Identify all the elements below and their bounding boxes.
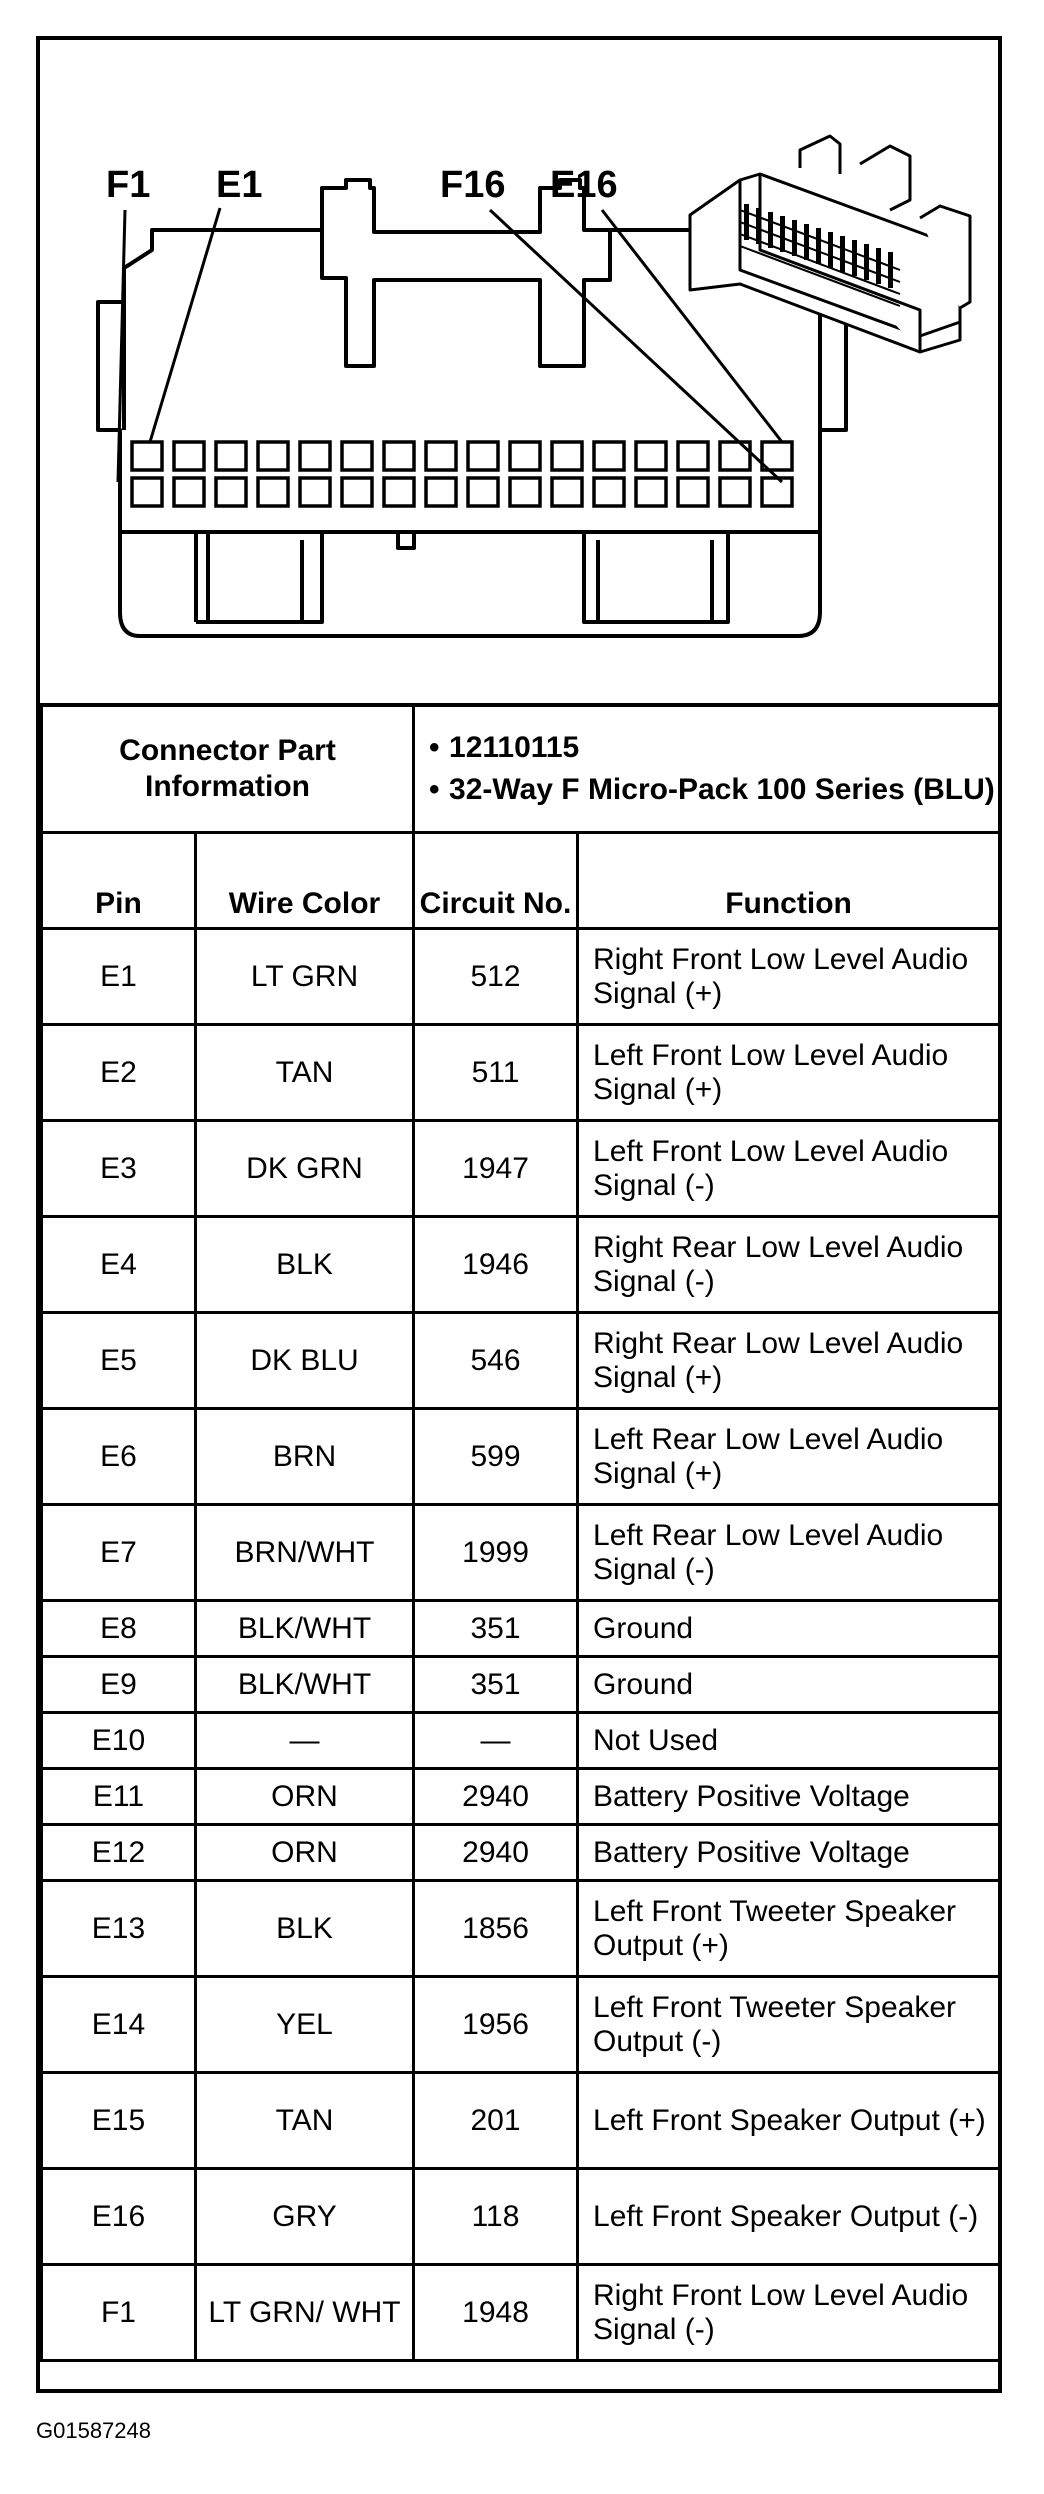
table-row	[42, 1601, 1000, 1657]
connector-part-number: • 12110115	[429, 730, 998, 765]
table-row	[42, 1713, 1000, 1769]
function-cell: Right Front Low Level Audio Signal (+)	[578, 929, 1000, 1025]
bottom-key-left	[196, 532, 322, 622]
pin-cell: F1	[42, 2265, 196, 2361]
pin-cell: E14	[42, 1977, 196, 2073]
leader-e1	[150, 208, 220, 442]
pin-cell: E7	[42, 1505, 196, 1601]
function-cell: Left Front Tweeter Speaker Output (-)	[578, 1977, 1000, 2073]
table-row	[42, 1217, 1000, 1313]
circuit-cell: 1947	[414, 1121, 578, 1217]
function-cell: Left Rear Low Level Audio Signal (-)	[578, 1505, 1000, 1601]
pin-cell: E10	[42, 1713, 196, 1769]
table-row	[42, 929, 1000, 1025]
pin-cell: E12	[42, 1825, 196, 1881]
pin-cell: E15	[42, 2073, 196, 2169]
circuit-cell: 511	[414, 1025, 578, 1121]
circuit-cell: —	[414, 1713, 578, 1769]
function-cell: Left Front Low Level Audio Signal (+)	[578, 1025, 1000, 1121]
wire-color-cell: ORN	[196, 1825, 414, 1881]
cavity-e	[594, 442, 624, 470]
cavity-e	[384, 442, 414, 470]
function-cell: Battery Positive Voltage	[578, 1769, 1000, 1825]
table-row	[42, 1505, 1000, 1601]
function-cell: Right Rear Low Level Audio Signal (+)	[578, 1313, 1000, 1409]
cavity-e	[342, 442, 372, 470]
cavity-f	[510, 478, 540, 506]
table-row	[42, 2073, 1000, 2169]
col-wire-color: Wire Color	[196, 833, 414, 929]
function-cell: Ground	[578, 1601, 1000, 1657]
cavity-e	[132, 442, 162, 470]
bottom-key-center	[398, 532, 414, 548]
wire-color-cell: DK GRN	[196, 1121, 414, 1217]
cavity-f	[594, 478, 624, 506]
pin-cell: E3	[42, 1121, 196, 1217]
cavity-f	[216, 478, 246, 506]
pin-cell: E16	[42, 2169, 196, 2265]
label-f16: F16	[440, 164, 506, 206]
circuit-cell: 599	[414, 1409, 578, 1505]
cavity-f	[174, 478, 204, 506]
cavity-f	[300, 478, 330, 506]
wire-color-cell: BRN/WHT	[196, 1505, 414, 1601]
circuit-cell: 512	[414, 929, 578, 1025]
col-pin: Pin	[42, 833, 196, 929]
function-cell: Right Front Low Level Audio Signal (-)	[578, 2265, 1000, 2361]
pin-cell: E2	[42, 1025, 196, 1121]
wire-color-cell: —	[196, 1713, 414, 1769]
wire-color-cell: TAN	[196, 2073, 414, 2169]
circuit-cell: 2940	[414, 1769, 578, 1825]
table-row	[42, 1313, 1000, 1409]
cavity-f	[468, 478, 498, 506]
circuit-cell: 1948	[414, 2265, 578, 2361]
wire-color-cell: LT GRN/ WHT	[196, 2265, 414, 2361]
pin-cell: E1	[42, 929, 196, 1025]
wire-color-cell: BLK	[196, 1217, 414, 1313]
wire-color-cell: GRY	[196, 2169, 414, 2265]
connector-info-row	[42, 705, 1000, 833]
table-row	[42, 1025, 1000, 1121]
cavity-f	[132, 478, 162, 506]
col-function: Function	[578, 833, 1000, 929]
circuit-cell: 351	[414, 1657, 578, 1713]
circuit-cell: 1956	[414, 1977, 578, 2073]
function-cell: Ground	[578, 1657, 1000, 1713]
label-f1: F1	[106, 164, 151, 206]
circuit-cell: 2940	[414, 1825, 578, 1881]
wire-color-cell: DK BLU	[196, 1313, 414, 1409]
function-cell: Right Rear Low Level Audio Signal (-)	[578, 1217, 1000, 1313]
wire-color-cell: BLK/WHT	[196, 1657, 414, 1713]
function-cell: Left Front Speaker Output (+)	[578, 2073, 1000, 2169]
table-row	[42, 1121, 1000, 1217]
table-row	[42, 2265, 1000, 2361]
cavity-e	[426, 442, 456, 470]
function-cell: Battery Positive Voltage	[578, 1825, 1000, 1881]
wire-color-cell: TAN	[196, 1025, 414, 1121]
cavity-f	[678, 478, 708, 506]
figure-id: G01587248	[36, 2418, 151, 2443]
cavity-e	[510, 442, 540, 470]
cavity-e	[174, 442, 204, 470]
column-header-row	[42, 833, 1000, 929]
circuit-cell: 546	[414, 1313, 578, 1409]
cavity-e	[552, 442, 582, 470]
function-cell: Left Front Low Level Audio Signal (-)	[578, 1121, 1000, 1217]
table-row	[42, 1409, 1000, 1505]
function-cell: Left Rear Low Level Audio Signal (+)	[578, 1409, 1000, 1505]
table-row	[42, 1825, 1000, 1881]
table-row	[42, 1769, 1000, 1825]
table-row	[42, 1977, 1000, 2073]
connector-drawing	[40, 40, 998, 703]
wire-color-cell: ORN	[196, 1769, 414, 1825]
connector-diagram	[40, 40, 998, 707]
pin-cell: E5	[42, 1313, 196, 1409]
cavity-f	[552, 478, 582, 506]
circuit-cell: 351	[414, 1601, 578, 1657]
wire-color-cell: BLK/WHT	[196, 1601, 414, 1657]
cavity-e	[636, 442, 666, 470]
cavity-e	[216, 442, 246, 470]
wire-color-cell: BLK	[196, 1881, 414, 1977]
circuit-cell: 1946	[414, 1217, 578, 1313]
cavity-f	[762, 478, 792, 506]
pin-cell: E6	[42, 1409, 196, 1505]
cavity-e	[468, 442, 498, 470]
col-circuit-no: Circuit No.	[414, 833, 578, 929]
pin-cell: E11	[42, 1769, 196, 1825]
circuit-cell: 201	[414, 2073, 578, 2169]
bottom-key-right	[584, 532, 728, 622]
pin-cell: E9	[42, 1657, 196, 1713]
cavity-e	[678, 442, 708, 470]
cavity-e	[300, 442, 330, 470]
cavity-f	[258, 478, 288, 506]
latch-top	[322, 230, 610, 366]
cavity-f	[342, 478, 372, 506]
label-e16: E16	[550, 164, 618, 206]
wire-color-cell: BRN	[196, 1409, 414, 1505]
connector-info-details	[414, 705, 1000, 833]
cavity-f	[384, 478, 414, 506]
function-cell: Left Front Tweeter Speaker Output (+)	[578, 1881, 1000, 1977]
table-row	[42, 1881, 1000, 1977]
cavity-f	[426, 478, 456, 506]
label-e1: E1	[216, 164, 263, 206]
connector-sheet	[36, 36, 1002, 2393]
cavity-f	[720, 478, 750, 506]
wire-color-cell: YEL	[196, 1977, 414, 2073]
function-cell: Left Front Speaker Output (-)	[578, 2169, 1000, 2265]
table-row	[42, 1657, 1000, 1713]
cavity-e	[258, 442, 288, 470]
pinout-table	[40, 703, 1001, 2362]
table-row	[42, 2169, 1000, 2265]
circuit-cell: 1856	[414, 1881, 578, 1977]
cavity-f	[636, 478, 666, 506]
pin-cell: E4	[42, 1217, 196, 1313]
pin-cell: E8	[42, 1601, 196, 1657]
connector-description: • 32-Way F Micro-Pack 100 Series (BLU)	[429, 772, 998, 807]
pin-cell: E13	[42, 1881, 196, 1977]
connector-info-header: Connector Part Information	[42, 705, 414, 833]
function-cell: Not Used	[578, 1713, 1000, 1769]
circuit-cell: 118	[414, 2169, 578, 2265]
wire-color-cell: LT GRN	[196, 929, 414, 1025]
circuit-cell: 1999	[414, 1505, 578, 1601]
